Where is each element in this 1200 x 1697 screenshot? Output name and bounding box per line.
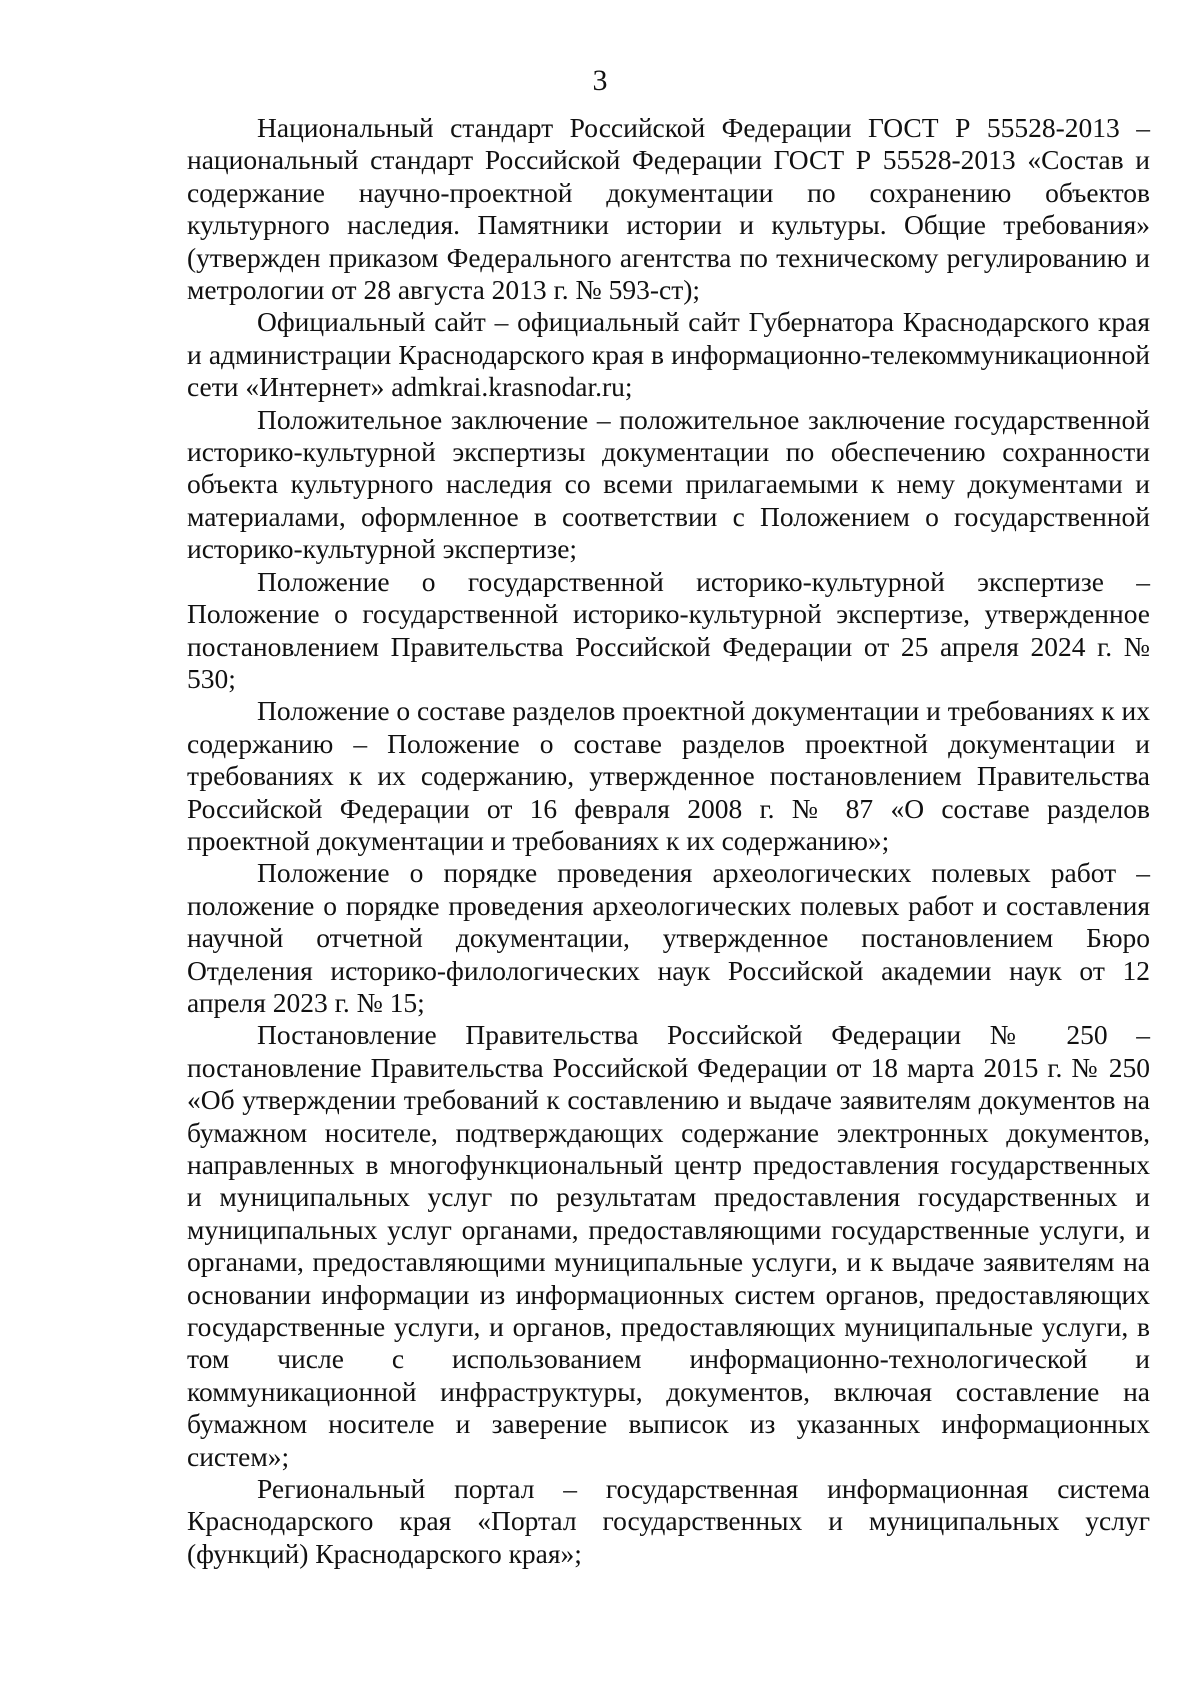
definition-regional-portal-paragraph: Региональный портал – государственная информационная система Краснодарского края «Портал государственных и муниципальных услуг (функций) Краснодарского края»; (187, 1473, 1150, 1569)
definition-resolution-250-paragraph: Постановление Правительства Российской Федерации № 250 – постановление Правительства Российской Федерации от 18 марта 2015 г. № 250 «Об утверждении требований к составлению и выдаче заявителям документов на бумажном носителе, подтверждающих содержание электронных документов, направленных в многофункциональный центр предоставления государственных и муниципальных услуг по результатам предоставления государственных и муниципальных услуг органами, предоставляющими государственные услуги, и органами, предоставляющими муниципальные услуги, и к выдаче заявителям на основании информации из информационных систем органов, предоставляющих государственные услуги, и органов, предоставляющих муниципальные услуги, в том числе с использованием информационно-технологической и коммуникационной инфраструктуры, документов, включая составление на бумажном носителе и заверение выписок из указанных информационных систем»; (187, 1019, 1150, 1472)
definition-archaeological-works-paragraph: Положение о порядке проведения археологических полевых работ – положение о порядке проведения археологических полевых работ и составления научной отчетной документации, утвержденное постановлением Бюро Отделения историко-филологических наук Российской академии наук от 12 апреля 2023 г. № 15; (187, 857, 1150, 1018)
definition-positive-conclusion-paragraph: Положительное заключение – положительное заключение государственной историко-культурной экспертизы документации по обеспечению сохранности объекта культурного наследия со всеми прилагаемыми к нему документами и материалами, оформленное в соответствии с Положением о государственной историко-культурной экспертизе; (187, 403, 1150, 565)
definition-gost-paragraph: Национальный стандарт Российской Федерации ГОСТ Р 55528-2013 – национальный стандарт Российской Федерации ГОСТ Р 55528-2013 «Состав и содержание научно-проектной документации по сохранению объектов культурного наследия. Памятники истории и культуры. Общие требования» (утвержден приказом Федерального агентства по техническому регулированию и метрологии от 28 августа 2013 г. № 593-ст); (187, 112, 1150, 306)
definition-expertise-regulation-paragraph: Положение о государственной историко-культурной экспертизе – Положение о государственной историко-культурной экспертизе, утвержденное постановлением Правительства Российской Федерации от 25 апреля 2024 г. № 530; (187, 565, 1150, 694)
document-body (187, 112, 1150, 1570)
definition-project-sections-paragraph: Положение о составе разделов проектной документации и требованиях к их содержанию – Положение о составе разделов проектной документации и требованиях к их содержанию, утвержденное постановлением Правительства Российской Федерации от 16 февраля 2008 г. № 87 «О составе разделов проектной документации и требованиях к их содержанию»; (187, 695, 1150, 856)
definition-official-site-paragraph: Официальный сайт – официальный сайт Губернатора Краснодарского края и администрации Краснодарского края в информационно-телекоммуникационной сети «Интернет» admkrai.krasnodar.ru; (187, 306, 1150, 403)
page-number: 3 (592, 64, 608, 97)
